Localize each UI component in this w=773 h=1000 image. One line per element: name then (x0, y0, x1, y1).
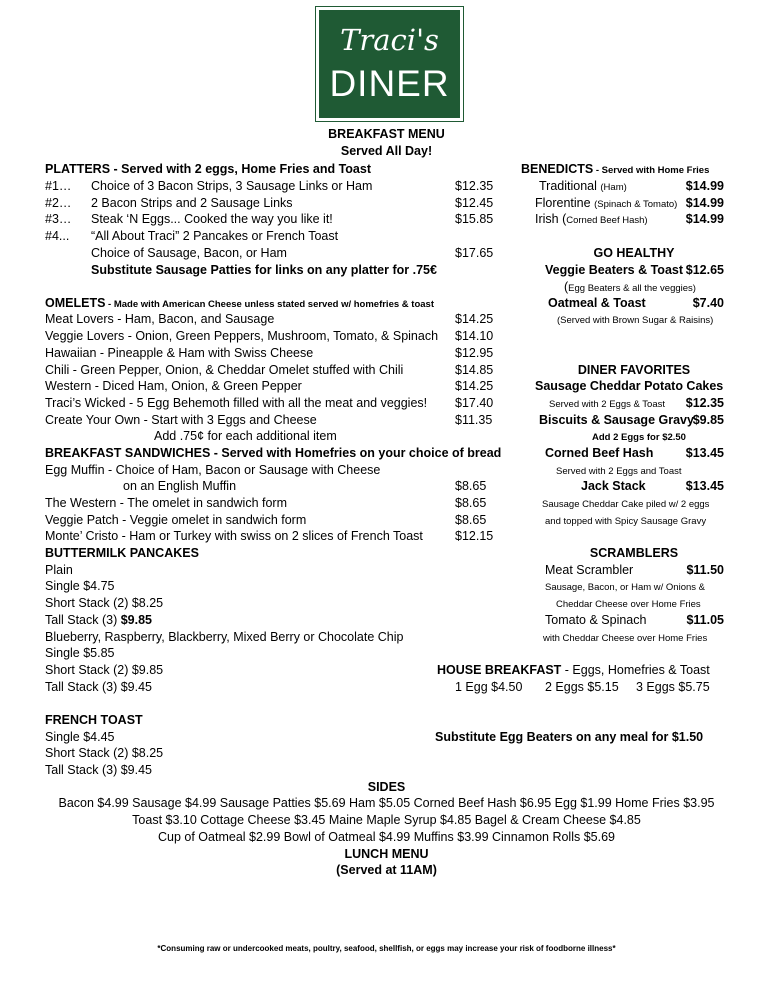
favorite-note: Add 2 Eggs for $2.50 (592, 432, 686, 443)
go-healthy-heading: GO HEALTHY (593, 246, 675, 260)
platters-heading: PLATTERS - Served with 2 eggs, Home Fries and Toast (45, 162, 371, 176)
favorite-note: Sausage Cheddar Cake piled w/ 2 eggs (542, 499, 710, 510)
platter-number: #3… (45, 212, 72, 226)
omelet-name: Traci’s Wicked - 5 Egg Behemoth filled with all the meat and veggies! (45, 396, 428, 410)
platter-number: #1… (45, 179, 72, 193)
omelet-name: Veggie Lovers - Onion, Green Peppers, Mushroom, Tomato, & Spinach (45, 329, 439, 343)
go-healthy-item-name: Veggie Beaters & Toast (545, 263, 684, 277)
scrambler-name: Tomato & Spinach (545, 613, 647, 627)
platter-price: $12.35 (455, 179, 494, 193)
favorite-name: Corned Beef Hash (545, 446, 654, 460)
platter-desc: “All About Traci” 2 Pancakes or French Toast (91, 229, 339, 243)
sandwich-price: $8.65 (455, 479, 487, 493)
pancakes-tall-stack-price: $9.85 (120, 613, 152, 627)
french-toast-heading: FRENCH TOAST (45, 713, 143, 727)
platter-desc-line2: Choice of Sausage, Bacon, or Ham (91, 246, 287, 260)
sandwich-name: The Western - The omelet in sandwich form (45, 496, 287, 510)
go-healthy-note-paren: ( (564, 280, 569, 294)
favorite-price: $13.45 (685, 479, 724, 493)
benedicts-heading (521, 162, 709, 178)
favorite-price: $13.45 (685, 446, 724, 460)
omelet-note: Add .75¢ for each additional item (154, 429, 337, 443)
house-breakfast-heading (437, 663, 710, 678)
french-toast-tall-stack: Tall Stack (3) $9.45 (45, 763, 152, 777)
sandwich-price: $12.15 (455, 529, 494, 543)
benedict-item (539, 179, 627, 195)
pancakes-single: Single $4.75 (45, 579, 115, 593)
omelet-price: $14.25 (455, 312, 494, 326)
benedict-note: (Ham) (600, 182, 627, 193)
sandwich-name: Veggie Patch - Veggie omelet in sandwich form (45, 513, 307, 527)
scrambler-note: Cheddar Cheese over Home Fries (556, 599, 701, 610)
pancakes-heading: BUTTERMILK PANCAKES (45, 546, 199, 560)
pancakes-plain: Plain (45, 563, 73, 577)
scramblers-heading: SCRAMBLERS (589, 546, 679, 560)
sides-line: Bacon $4.99 Sausage $4.99 Sausage Patties $5.69 Ham $5.05 Corned Beef Hash $6.95 Egg $1.99 Home Fries $3.95 (58, 796, 715, 810)
benedict-price: $14.99 (685, 179, 724, 193)
go-healthy-item-note (564, 280, 696, 296)
scrambler-price: $11.50 (686, 563, 724, 577)
logo-diner-text: DINER (329, 63, 450, 104)
sandwiches-heading: BREAKFAST SANDWICHES - Served with Homefries on your choice of bread (45, 446, 502, 460)
house-breakfast-3-eggs: 3 Eggs $5.75 (636, 680, 710, 694)
sandwich-name: Monte’ Cristo - Ham or Turkey with swiss on 2 slices of French Toast (45, 529, 423, 543)
platter-number: #4... (45, 229, 70, 243)
go-healthy-note-text: Egg Beaters & all the veggies) (568, 283, 696, 294)
favorite-note: and topped with Spicy Sausage Gravy (545, 516, 707, 527)
pancakes-tall-stack (45, 613, 152, 628)
favorite-name: Jack Stack (581, 479, 646, 493)
benedict-price: $14.99 (685, 196, 724, 210)
platter-note: Substitute Sausage Patties for links on any platter for .75€ (91, 263, 437, 277)
foodborne-disclaimer: *Consuming raw or undercooked meats, poultry, seafood, shellfish, or eggs may increase your risk of foodborne illness* (157, 944, 616, 953)
pancakes-tall-stack-label: Tall Stack (3) (45, 613, 121, 627)
benedict-name: Irish ( (535, 212, 567, 226)
house-breakfast-2-eggs: 2 Eggs $5.15 (545, 680, 619, 694)
omelet-price: $17.40 (455, 396, 494, 410)
menu-subtitle: Served All Day! (340, 144, 433, 158)
french-toast-single: Single $4.45 (45, 730, 115, 744)
omelet-price: $11.35 (455, 413, 493, 427)
benedict-note: Corned Beef Hash) (566, 215, 648, 226)
platter-desc: 2 Bacon Strips and 2 Sausage Links (91, 196, 293, 210)
omelet-price: $12.95 (455, 346, 494, 360)
lunch-subtitle: (Served at 11AM) (336, 863, 437, 877)
omelets-heading (45, 296, 434, 312)
benedict-item (535, 196, 677, 212)
menu-title: BREAKFAST MENU (328, 127, 445, 141)
favorites-heading: DINER FAVORITES (577, 363, 691, 377)
sides-line: Cup of Oatmeal $2.99 Bowl of Oatmeal $4.99 Muffins $3.99 Cinnamon Rolls $5.69 (158, 830, 615, 844)
go-healthy-item-name: Oatmeal & Toast (548, 296, 646, 310)
scrambler-note: with Cheddar Cheese over Home Fries (543, 633, 708, 644)
omelet-price: $14.85 (455, 363, 494, 377)
scrambler-price: $11.05 (686, 613, 724, 627)
benedicts-title: BENEDICTS (521, 162, 594, 176)
substitute-note: Substitute Egg Beaters on any meal for $1.50 (435, 730, 704, 744)
pancakes-flavored: Blueberry, Raspberry, Blackberry, Mixed Berry or Chocolate Chip (45, 630, 404, 644)
house-breakfast-subtitle: - Eggs, Homefries & Toast (561, 663, 710, 677)
sandwich-name: Egg Muffin - Choice of Ham, Bacon or Sausage with Cheese (45, 463, 381, 477)
benedict-name: Traditional (539, 179, 597, 193)
lunch-heading: LUNCH MENU (344, 847, 429, 861)
scrambler-note: Sausage, Bacon, or Ham w/ Onions & (545, 582, 705, 593)
pancakes-flavored-tall-stack: Tall Stack (3) $9.45 (45, 680, 152, 694)
favorite-note: Served with 2 Eggs and Toast (556, 466, 682, 477)
favorite-name: Biscuits & Sausage Gravy (539, 413, 694, 427)
omelet-name: Meat Lovers - Ham, Bacon, and Sausage (45, 312, 275, 326)
scrambler-name: Meat Scrambler (545, 563, 634, 577)
omelet-name: Hawaiian - Pineapple & Ham with Swiss Cheese (45, 346, 314, 360)
platter-price: $12.45 (455, 196, 494, 210)
benedict-name: Florentine (535, 196, 591, 210)
logo-script-text: Traci's (340, 23, 439, 57)
favorite-price: $12.35 (685, 396, 724, 410)
favorite-name: Sausage Cheddar Potato Cakes (535, 379, 724, 393)
omelet-price: $14.10 (455, 329, 494, 343)
pancakes-short-stack: Short Stack (2) $8.25 (45, 596, 164, 610)
house-breakfast-title: HOUSE BREAKFAST (437, 663, 562, 677)
platter-price: $15.85 (455, 212, 494, 226)
house-breakfast-1-egg: 1 Egg $4.50 (455, 680, 523, 694)
diner-logo (316, 7, 463, 121)
omelets-title: OMELETS (45, 296, 106, 310)
sandwich-name-line2: on an English Muffin (123, 479, 237, 493)
platter-desc: Choice of 3 Bacon Strips, 3 Sausage Links or Ham (91, 179, 373, 193)
omelet-name: Western - Diced Ham, Onion, & Green Pepper (45, 379, 302, 393)
sides-heading: SIDES (367, 780, 406, 794)
benedict-note: (Spinach & Tomato) (594, 199, 678, 210)
omelet-name: Chili - Green Pepper, Onion, & Cheddar Omelet stuffed with Chili (45, 363, 404, 377)
benedict-price: $14.99 (685, 212, 724, 226)
sides-line: Toast $3.10 Cottage Cheese $3.45 Maine Maple Syrup $4.85 Bagel & Cream Cheese $4.85 (132, 813, 641, 827)
pancakes-flavored-single: Single $5.85 (45, 646, 115, 660)
pancakes-flavored-short-stack: Short Stack (2) $9.85 (45, 663, 164, 677)
platter-price: $17.65 (455, 246, 494, 260)
omelets-subtitle: - Made with American Cheese unless stated served w/ homefries & toast (105, 299, 434, 310)
omelet-price: $14.25 (455, 379, 494, 393)
favorite-price: $9.85 (692, 413, 724, 427)
sandwich-price: $8.65 (455, 513, 487, 527)
french-toast-short-stack: Short Stack (2) $8.25 (45, 746, 164, 760)
benedict-item (535, 212, 648, 228)
go-healthy-item-price: $12.65 (685, 263, 724, 277)
go-healthy-item-price: $7.40 (692, 296, 724, 310)
favorite-note: Served with 2 Eggs & Toast (549, 399, 665, 410)
benedicts-subtitle: - Served with Home Fries (593, 165, 710, 176)
sandwich-price: $8.65 (455, 496, 487, 510)
platter-desc: Steak ‘N Eggs... Cooked the way you like it! (91, 212, 333, 226)
go-healthy-item-note: (Served with Brown Sugar & Raisins) (557, 315, 714, 326)
omelet-name: Create Your Own - Start with 3 Eggs and Cheese (45, 413, 317, 427)
platter-number: #2… (45, 196, 72, 210)
